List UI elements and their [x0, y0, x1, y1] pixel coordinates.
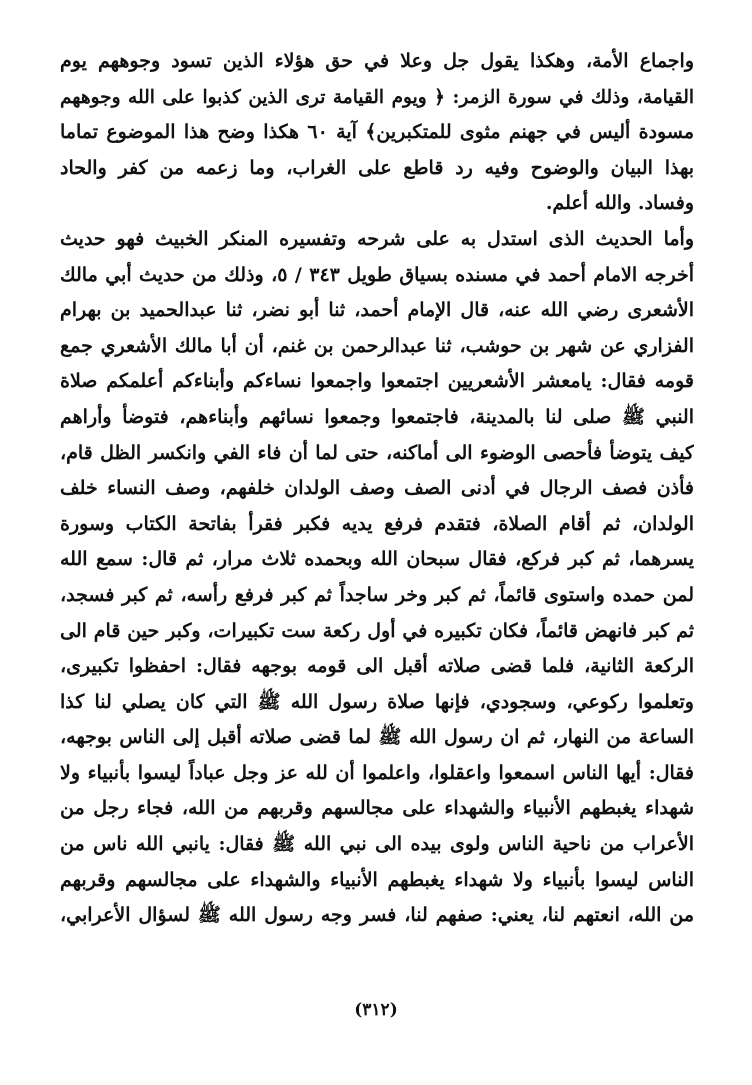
text-line: الركعة الثانية، فلما قضى صلاته أقبل الى قومه بوجهه فقال: احفظوا تكبيرى،	[60, 655, 694, 678]
text-line: شهداء يغبطهم الأنبياء والشهداء على مجالسهم وقربهم من الله، فجاء رجل من	[60, 797, 694, 820]
text-line: وأما الحديث الذى استدل به على شرحه وتفسيره المنكر الخبيث فهو حديث	[60, 227, 694, 250]
text-line: النبي ﷺ صلى لنا بالمدينة، فاجتمعوا وجمعوا نسائهم وأبناءهم، فتوضأ وأراهم	[60, 405, 694, 428]
text-line: الساعة من النهار، ثم ان رسول الله ﷺ لما قضى صلاته أقبل إلى الناس بوجهه،	[60, 726, 694, 749]
paragraph-1	[60, 44, 694, 222]
text-line: وتعلموا ركوعي، وسجودي، فإنها صلاة رسول الله ﷺ التي كان يصلي لنا كذا	[60, 690, 694, 713]
text-line: بهذا البيان والوضوح وفيه رد قاطع على الغراب، وما زعمه من كفر والحاد	[60, 156, 694, 179]
text-line: لمن حمده واستوى قائماً، ثم كبر وخر ساجداً ثم كبر فرفع رأسه، ثم كبر فسجد،	[60, 583, 694, 606]
text-line: كيف يتوضأ فأحصى الوضوء الى أماكنه، حتى لما أن فاء الفي وانكسر الظل قام،	[60, 441, 694, 464]
body-text	[60, 44, 694, 934]
text-line: الولدان، ثم أقام الصلاة، فتقدم فرفع يديه فكبر فقرأ بفاتحة الكتاب وسورة	[60, 512, 694, 535]
text-line: وفساد. والله أعلم.	[545, 192, 694, 215]
text-line: القيامة، وذلك في سورة الزمر: ﴿ ويوم القيامة ترى الذين كذبوا على الله وجوههم	[60, 86, 694, 108]
text-line: الأعراب من ناحية الناس ولوى بيده الى نبي الله ﷺ فقال: يانبي الله ناس من	[60, 833, 694, 856]
text-line: ثم كبر فانهض قائماً، فكان تكبيره في أول ركعة ست تكبيرات، وكبر حين قام الى	[60, 619, 694, 642]
page-number: (٣١٢)	[354, 1000, 398, 1020]
text-line: الفزاري عن شهر بن حوشب، ثنا عبدالرحمن بن غنم، أن أبا مالك الأشعري جمع	[60, 334, 694, 357]
text-line: الناس ليسوا بأنبياء ولا شهداء يغبطهم الأنبياء والشهداء على مجالسهم وقربهم	[60, 868, 694, 891]
text-line: مسودة أليس في جهنم مثوى للمتكبرين﴾ آية ٦٠ هكذا وضح هذا الموضوع تماما	[60, 121, 694, 144]
text-line: أخرجه الامام أحمد في مسنده بسياق طويل ٣٤٣ / ٥، وذلك من حديث أبي مالك	[60, 263, 694, 286]
text-line: واجماع الأمة، وهكذا يقول جل وعلا في حق هؤلاء الذين تسود وجوههم يوم	[60, 50, 694, 72]
text-line: من الله، انعتهم لنا، يعني: صفهم لنا، فسر وجه رسول الله ﷺ لسؤال الأعرابي،	[60, 904, 694, 927]
paragraph-2	[60, 222, 694, 934]
text-line: الأشعرى رضي الله عنه، قال الإمام أحمد، ثنا أبو نضر، ثنا عبدالحميد بن بهرام	[60, 299, 694, 322]
text-line: فأذن فصف الرجال في أدنى الصف وصف الولدان خلفهم، وصف النساء خلف	[60, 477, 694, 500]
text-line: فقال: أيها الناس اسمعوا واعقلوا، واعلموا أن لله عز وجل عباداً ليسوا بأنبياء ولا	[60, 761, 694, 784]
text-line: قومه فقال: يامعشر الأشعريين اجتمعوا واجمعوا نساءكم وأبناءكم أعلمكم صلاة	[60, 370, 694, 393]
text-line: يسرهما، ثم كبر فركع، فقال سبحان الله وبحمده ثلاث مرار، ثم قال: سمع الله	[60, 548, 694, 571]
